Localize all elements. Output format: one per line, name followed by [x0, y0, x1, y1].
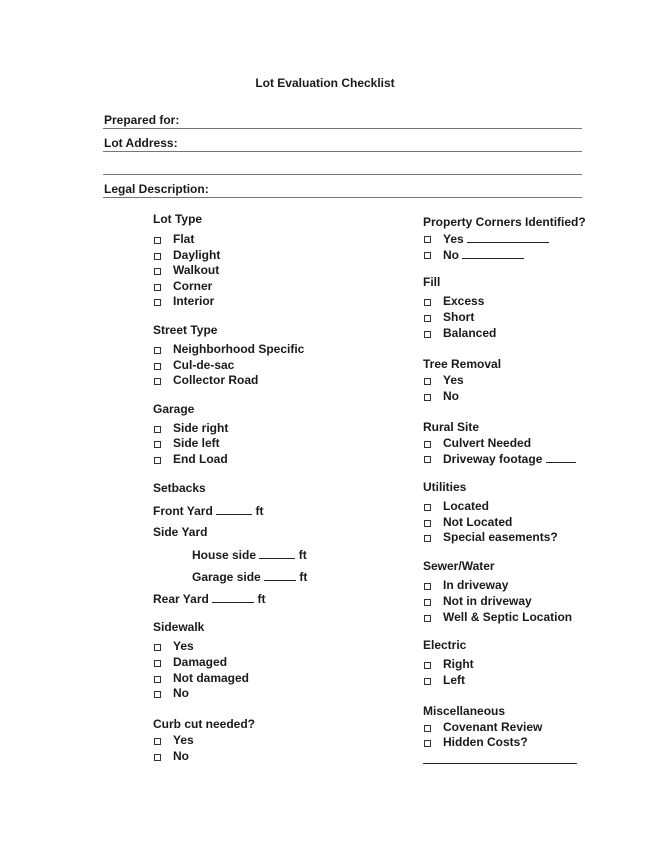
checkbox-icon[interactable] — [424, 299, 431, 306]
option-label: Walkout — [173, 263, 220, 277]
checkbox-icon[interactable] — [154, 347, 161, 354]
checkbox-icon[interactable] — [424, 520, 431, 527]
option-label: Neighborhood Specific — [173, 342, 305, 356]
checkbox-icon[interactable] — [424, 740, 431, 747]
option-label: Cul-de-sac — [173, 358, 235, 372]
fill-heading: Fill — [423, 275, 441, 289]
checkbox-icon[interactable] — [424, 678, 431, 685]
no-blank[interactable] — [462, 247, 524, 259]
option-label: No — [173, 749, 189, 763]
house-side-row[interactable] — [192, 547, 307, 562]
curb-cut-heading: Curb cut needed? — [153, 717, 256, 731]
garage-side-label: Garage side — [192, 570, 261, 584]
checkbox-icon[interactable] — [154, 691, 161, 698]
option-label: Flat — [173, 232, 195, 246]
option-label: Excess — [443, 294, 485, 308]
checkbox-icon[interactable] — [154, 441, 161, 448]
unit-label: ft — [255, 504, 264, 518]
rear-yard-row[interactable] — [153, 591, 266, 606]
property-corners-heading: Property Corners Identified? — [423, 215, 586, 229]
checkbox-icon[interactable] — [424, 504, 431, 511]
unit-label: ft — [298, 548, 307, 562]
option-label: Side left — [173, 436, 220, 450]
rural-site-heading: Rural Site — [423, 420, 480, 434]
option-label: Not in driveway — [443, 594, 532, 608]
prepared-for-field[interactable] — [103, 113, 582, 129]
lot-address-field[interactable] — [103, 136, 582, 152]
front-yard-blank[interactable] — [216, 503, 252, 515]
option-label: Yes — [443, 373, 464, 387]
unit-label: ft — [257, 592, 266, 606]
checkbox-icon[interactable] — [424, 615, 431, 622]
setbacks-heading: Setbacks — [153, 481, 206, 495]
checkbox-icon[interactable] — [424, 583, 431, 590]
option-label: Yes — [173, 639, 194, 653]
checkbox-icon[interactable] — [154, 268, 161, 275]
option-label: Side right — [173, 421, 229, 435]
checkbox-icon[interactable] — [424, 535, 431, 542]
option-label: Yes — [173, 733, 194, 747]
street-type-heading: Street Type — [153, 323, 218, 337]
checkbox-icon[interactable] — [424, 331, 431, 338]
electric-heading: Electric — [423, 638, 467, 652]
checkbox-icon[interactable] — [424, 378, 431, 385]
checkbox-icon[interactable] — [424, 441, 431, 448]
option-label: In driveway — [443, 578, 509, 592]
miscellaneous-heading: Miscellaneous — [423, 704, 506, 718]
tree-removal-heading: Tree Removal — [423, 357, 502, 371]
utilities-heading: Utilities — [423, 480, 467, 494]
checkbox-icon[interactable] — [154, 299, 161, 306]
option-label: Collector Road — [173, 373, 259, 387]
checkbox-icon[interactable] — [154, 363, 161, 370]
checkbox-icon[interactable] — [154, 426, 161, 433]
option-label: No — [443, 389, 459, 403]
option-label: Corner — [173, 279, 213, 293]
checkbox-icon[interactable] — [154, 237, 161, 244]
option-label: No — [443, 248, 459, 262]
option-label: Balanced — [443, 326, 497, 340]
lot-address-extra-line[interactable] — [103, 159, 582, 175]
checkbox-icon[interactable] — [424, 456, 431, 463]
lot-type-heading: Lot Type — [153, 212, 203, 226]
option-label: Damaged — [173, 655, 228, 669]
option-label: No — [173, 686, 189, 700]
checkbox-icon[interactable] — [154, 284, 161, 291]
checkbox-icon[interactable] — [424, 599, 431, 606]
unit-label: ft — [299, 570, 308, 584]
garage-side-blank[interactable] — [264, 569, 296, 581]
checkbox-icon[interactable] — [424, 662, 431, 669]
checkbox-icon[interactable] — [154, 660, 161, 667]
option-label: Not Located — [443, 515, 513, 529]
house-side-blank[interactable] — [259, 547, 295, 559]
option-label: Driveway footage — [443, 452, 543, 466]
checkbox-icon[interactable] — [154, 378, 161, 385]
option-label: Left — [443, 673, 465, 687]
prepared-for-label: Prepared for: — [104, 113, 180, 127]
checkbox-icon[interactable] — [154, 676, 161, 683]
checkbox-icon[interactable] — [424, 236, 431, 243]
checkbox-icon[interactable] — [424, 252, 431, 259]
option-label: Culvert Needed — [443, 436, 532, 450]
miscellaneous-blank[interactable] — [423, 763, 577, 764]
side-yard-heading: Side Yard — [153, 525, 208, 539]
house-side-label: House side — [192, 548, 257, 562]
checkbox-icon[interactable] — [424, 315, 431, 322]
option-label: Located — [443, 499, 490, 513]
option-label: Well & Septic Location — [443, 610, 573, 624]
legal-description-label: Legal Description: — [104, 182, 209, 196]
option-label: Hidden Costs? — [443, 735, 528, 749]
garage-heading: Garage — [153, 402, 195, 416]
option-label: Interior — [173, 294, 215, 308]
legal-description-field[interactable] — [103, 182, 582, 198]
option-label: Right — [443, 657, 474, 671]
lot-address-label: Lot Address: — [104, 136, 178, 150]
front-yard-row[interactable] — [153, 503, 263, 518]
option-label: Not damaged — [173, 671, 250, 685]
garage-side-row[interactable] — [192, 569, 307, 584]
rear-yard-label: Rear Yard — [153, 592, 209, 606]
option-label: Short — [443, 310, 475, 324]
option-label: Yes — [443, 232, 464, 246]
yes-blank[interactable] — [467, 231, 549, 243]
option-label: Daylight — [173, 248, 221, 262]
driveway-footage-blank[interactable] — [546, 451, 576, 463]
checkbox-icon[interactable] — [154, 253, 161, 260]
checkbox-icon[interactable] — [424, 394, 431, 401]
option-label: Special easements? — [443, 530, 558, 544]
option-label: Covenant Review — [443, 720, 543, 734]
checkbox-icon[interactable] — [154, 738, 161, 745]
checkbox-icon[interactable] — [154, 644, 161, 651]
option-label: End Load — [173, 452, 228, 466]
checkbox-icon[interactable] — [154, 754, 161, 761]
sewer-water-heading: Sewer/Water — [423, 559, 495, 573]
checkbox-icon[interactable] — [424, 725, 431, 732]
sidewalk-heading: Sidewalk — [153, 620, 205, 634]
front-yard-label: Front Yard — [153, 504, 213, 518]
page-title: Lot Evaluation Checklist — [255, 76, 395, 90]
rear-yard-blank[interactable] — [212, 591, 254, 603]
checkbox-icon[interactable] — [154, 457, 161, 464]
